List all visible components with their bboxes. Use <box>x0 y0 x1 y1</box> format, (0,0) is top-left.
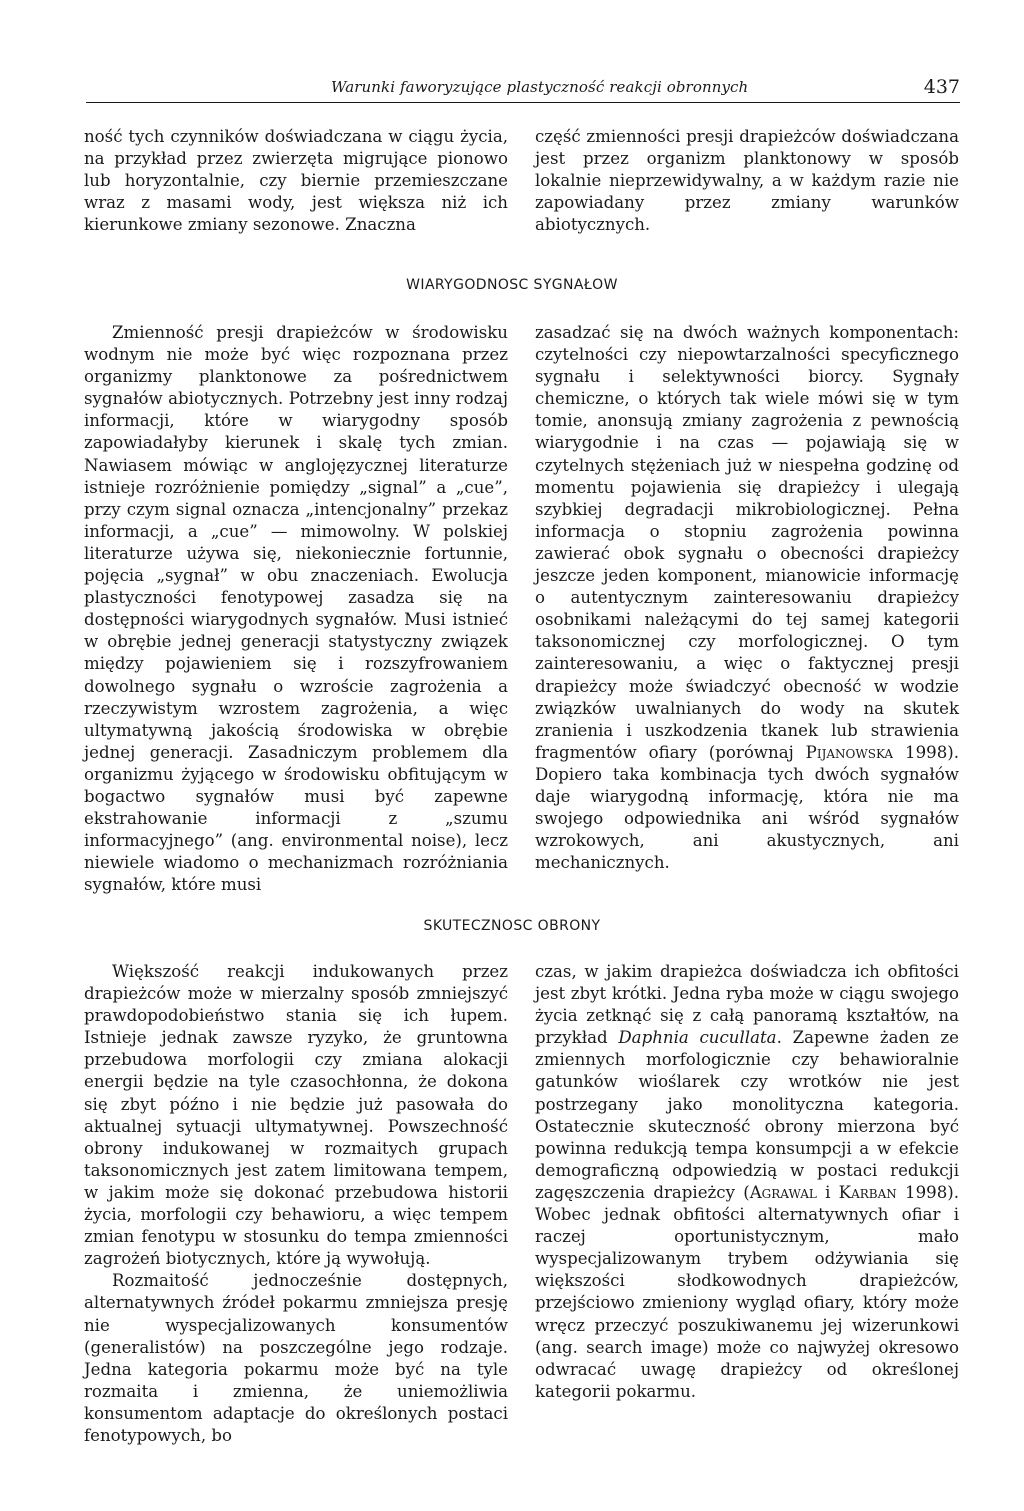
paragraph: część zmienności presji drapieżców doświadczana jest przez organizm planktonowy w sposób lokalnie nieprzewidywalny, a w każdym razie nie zapowiadany przez zmiany warunków abiotycznych. <box>535 127 959 235</box>
text-run: czas, w jakim drapieżca doświadcza ich obfitości jest zbyt krótki. Jedna ryba może w ciągu swojego życia zetknąć się z całą panoramą kształtów, na przykład <box>535 962 959 1048</box>
section-heading-signal-reliability: WIARYGODNOSC SYGNAŁOW <box>406 277 618 293</box>
running-head: Warunki faworyzujące plastyczność reakcji obronnych <box>331 78 749 96</box>
paragraph: Większość reakcji indukowanych przez drapieżców może w mierzalny sposób zmniejszyć prawdopodobieństwo stania się ich łupem. Istnieje jednak zawsze ryzyko, że gruntowna przebudowa morfologii czy zmiana alokacji energii będzie na tyle czasochłonna, że dokona się zbyt późno i nie będzie już pasowała do aktualnej sytuacji ultymatywnej. Powszechność obrony indukowanej w rozmaitych grupach taksonomicznych jest zatem limitowana tempem, w jakim może się dokonać przebudowa historii życia, morfologii czy behawioru, a więc tempem zmian fenotypu w stosunku do tempa zmienności zagrożeń biotycznych, które ją wywołują. <box>84 962 508 1269</box>
text-run: zasadzać się na dwóch ważnych komponentach: czytelności czy niepowtarzalności specyficznego sygnału i selektywności biorcy. Sygnały chemiczne, o których tak wiele mówi się w tym tomie, anonsują zmiany zagrożenia z pewnością wiarygodnie i na czas — pojawiają się w czytelnych stężeniach już w niespełna godzinę od momentu pojawienia się drapieżcy i ulegają szybkiej degradacji mikrobiologicznej. Pełna informacja o stopniu zagrożenia powinna zawierać obok sygnału o obecności drapieżcy jeszcze jeden komponent, mianowicie informację o autentycznym zainteresowaniu drapieżcy osobnikami należącymi do tej samej kategorii taksonomicznej czy morfologicznej. O tym zainteresowaniu, a więc o faktycznej presji drapieżcy może świadczyć obecność w wodzie związków uwalnianych do wody na skutek zranienia i uszkodzenia tkanek lub strawienia fragmentów ofiary (porównaj <box>535 323 959 762</box>
citation-author: Agrawal <box>749 1182 817 1202</box>
page-header <box>86 76 960 103</box>
paragraph: ność tych czynników doświadczana w ciągu życia, na przykład przez zwierzęta migrujące pionowo lub horyzontalnie, czy biernie przemieszczane wraz z masami wody, jest większa niż ich kierunkowe zmiany sezonowe. Znaczna <box>84 127 508 235</box>
paragraph: Zmienność presji drapieżców w środowisku wodnym nie może być więc rozpoznana przez organizmy planktonowe za pośrednictwem sygnałów abiotycznych. Potrzebny jest inny rodzaj informacji, które w wiarygodny sposób zapowiadałyby kierunek i skalę tych zmian. Nawiasem mówiąc w anglojęzycznej literaturze istnieje rozróżnienie pomiędzy „signal” a „cue”, przy czym signal oznacza „intencjonalny” przekaz informacji, a „cue” — mimowolny. W polskiej literaturze używa się, niekoniecznie fortunnie, pojęcia „sygnał” w obu znaczeniach. Ewolucja plastyczności fenotypowej zasadza się na dostępności wiarygodnych sygnałów. Musi istnieć w obrębie jednej generacji statystyczny związek między pojawieniem się i rozszyfrowaniem dowolnego sygnału o wzroście zagrożenia a rzeczywistym wzrostem zagrożenia, a więc ultymatywną jakością środowiska w obrębie jednej generacji. Zasadniczym problemem dla organizmu żyjącego w środowisku obfitującym w bogactwo sygnałów musi być zapewne ekstrahowanie informacji z „szumu informacyjnego” (ang. environmental noise), lecz niewiele wiadomo o mechanizmach rozróżniania sygnałów, które musi <box>84 323 508 895</box>
page-number: 437 <box>923 76 960 98</box>
section1-left-column <box>84 322 508 896</box>
intro-left-column <box>84 126 508 236</box>
text-run: 1998). Wobec jednak obfitości alternatywnych ofiar i raczej oportunistycznym, mało wyspecjalizowanym trybem odżywiania się większości słodkowodnych drapieżców, przejściowo zmieniony wygląd ofiary, który może wręcz przeczyć poszukiwanemu jej wizerunkowi (ang. search image) może co najwyżej okresowo odwracać uwagę drapieżcy od określonej kategorii pokarmu. <box>535 1182 959 1401</box>
paragraph <box>535 961 959 1403</box>
text-run: . Zapewne żaden ze zmiennych morfologicznie czy behawioralnie gatunków wioślarek czy wrotków nie jest postrzegany jako monolityczna kategoria. Ostatecznie skuteczność obrony mierzona być powinna redukcją tempa konsumpcji a w efekcie demograficzną odpowiedzią w postaci redukcji zagęszczenia drapieżcy ( <box>535 1028 959 1202</box>
text-run: 1998). Dopiero taka kombinacja tych dwóch sygnałów daje wiarygodną informację, która nie ma swojego odpowiednika ani wśród sygnałów wzrokowych, ani akustycznych, ani mechanicznych. <box>535 742 959 873</box>
text-run: i <box>816 1182 839 1202</box>
section2-left-column <box>84 961 508 1447</box>
paragraph <box>535 322 959 874</box>
intro-right-column <box>535 126 959 236</box>
section1-right-column <box>535 322 959 874</box>
citation-author: Pijanowska <box>805 742 894 762</box>
paragraph: Rozmaitość jednocześnie dostępnych, alternatywnych źródeł pokarmu zmniejsza presję nie wyspecjalizowanych konsumentów (generalistów) na poszczególne jego rodzaje. Jedna kategoria pokarmu może być na tyle rozmaita i zmienna, że uniemożliwia konsumentom adaptacje do określonych postaci fenotypowych, bo <box>84 1271 508 1445</box>
species-name: Daphnia cucullata <box>618 1028 777 1048</box>
section-heading-defense-effectiveness: SKUTECZNOSC OBRONY <box>423 918 601 934</box>
section2-right-column <box>535 961 959 1403</box>
citation-author: Karban <box>838 1182 897 1202</box>
